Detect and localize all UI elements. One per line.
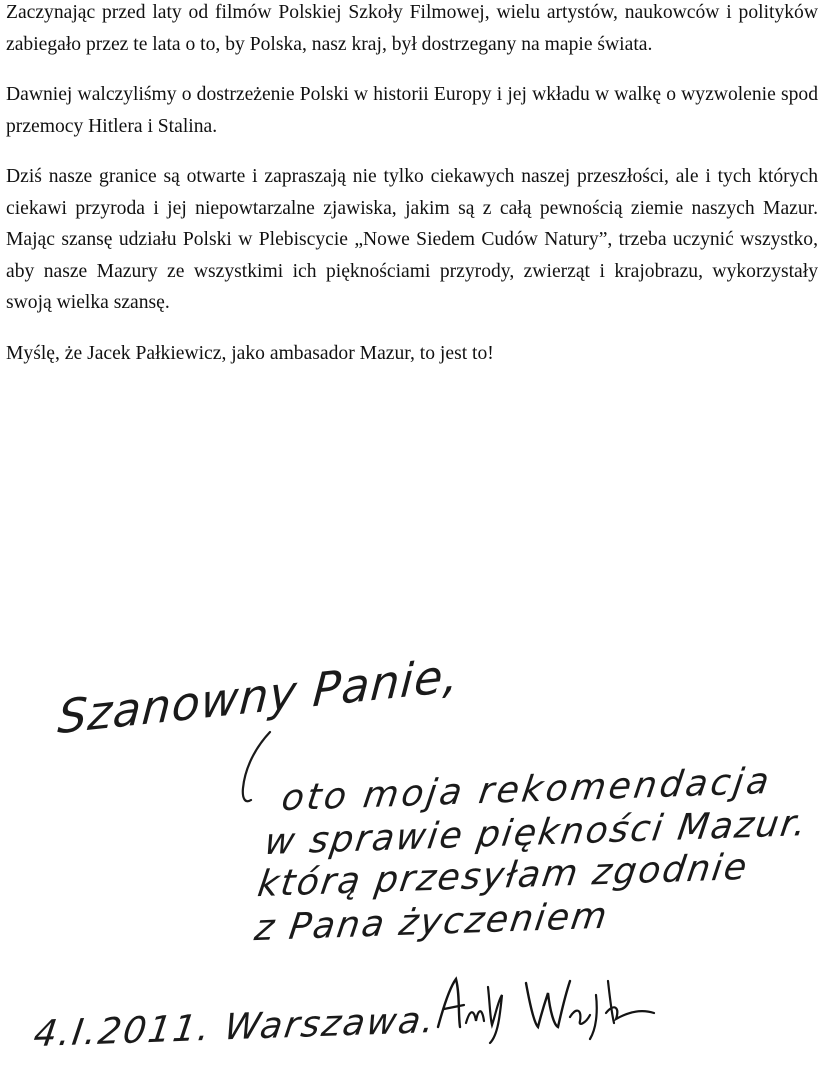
handwritten-signature — [430, 965, 660, 1045]
handwritten-date-place: 4.I.2011. Warszawa. — [31, 999, 439, 1056]
paragraph-4: Myślę, że Jacek Pałkiewicz, jako ambasador Mazur, to jest to! — [6, 342, 494, 364]
handwritten-line-2: w sprawie piękności Mazur. — [262, 802, 811, 864]
paragraph-2: Dawniej walczyliśmy o dostrzeżenie Polski w historii Europy i jej wkładu w walkę o wyzwolenie spod przemocy Hitlera i Stalina. — [6, 84, 818, 137]
handwritten-line-1: oto moja rekomendacja — [279, 760, 775, 820]
paragraph-1: Zaczynając przed laty od filmów Polskiej Szkoły Filmowej, wielu artystów, naukowców i polityków zabiegało przez te lata o to, by Polska, nasz kraj, był dostrzegany na mapie świata. — [6, 2, 818, 55]
paragraph-3: Dziś nasze granice są otwarte i zapraszają nie tylko ciekawych naszej przeszłości, ale i tych których ciekawi przyroda i jej niepowtarzalne zjawiska, jakim są z całą pewnością ziemie naszych Mazur. Mając szansę udziału Polski w Plebiscycie „Nowe Siedem Cudów Natury”, trzeba uczynić wszystko, aby nasze Mazury ze wszystkimi ich pięknościami przyrody, zwierząt i krajobrazu, wykorzystały swoją wielka szansę. — [6, 166, 818, 313]
salutation-flourish — [225, 728, 285, 808]
handwritten-line-3: którą przesyłam zgodnie — [255, 846, 752, 906]
handwritten-salutation: Szanowny Panie, — [56, 647, 461, 745]
handwritten-line-4: z Pana życzeniem — [252, 895, 612, 950]
typed-letter-body — [6, 0, 818, 369]
